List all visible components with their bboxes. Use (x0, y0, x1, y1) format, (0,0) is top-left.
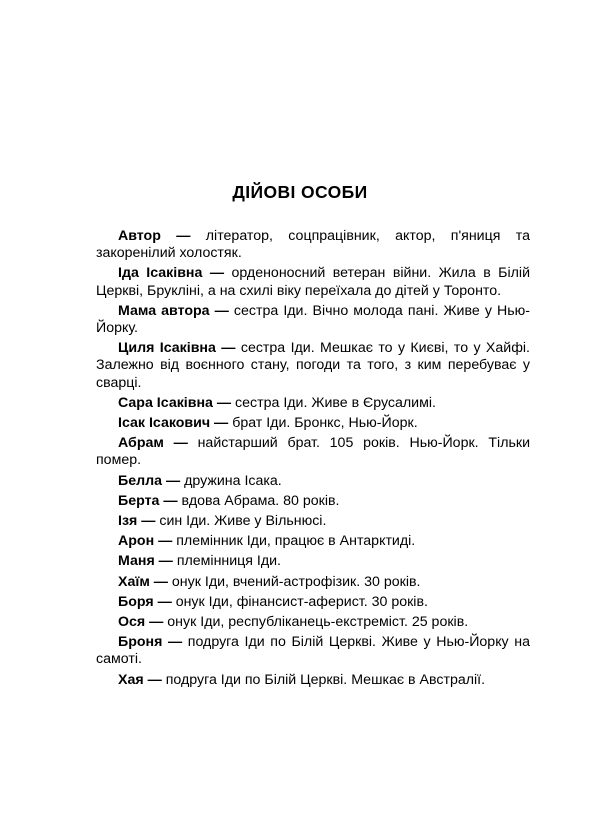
cast-entry: Хая — подруга Іди по Білій Церкві. Мешкає в Австралії. (118, 671, 486, 688)
cast-entry: Маня — племінниця Іди. (118, 553, 282, 570)
cast-entry: Автор — літератор, соцпрацівник, актор, п'яниця та закоренілий холостяк. (96, 228, 530, 262)
character-description: сестра Іди. Живе в Єрусалимі. (235, 394, 436, 411)
cast-entry: Іда Ісаківна — орденоносний ветеран війни. Жила в Білій Церкві, Брукліні, а на схилі віку переїхала до дітей у Торонто. (96, 265, 530, 299)
character-description: орденоносний ветеран війни. Жила в Білій Церкві, Брукліні, а на схилі віку переїхала до дітей у Торонто. (96, 265, 530, 299)
cast-entry: Хаїм — онук Іди, вчений-астрофізик. 30 років. (118, 573, 421, 590)
character-name: Іда Ісаківна (118, 265, 203, 282)
character-description: онук Іди, вчений-астрофізик. 30 років. (171, 573, 421, 590)
character-name: Ізя (118, 513, 138, 530)
character-description: літератор, соцпрацівник, актор, п'яниця та закоренілий холостяк. (96, 228, 530, 262)
character-description: сестра Іди. Мешкає то у Києві, то у Хайфі. Залежно від воєнного стану, погоди та того, з ким перебуває у сварці. (96, 340, 530, 391)
cast-entry: Берта — вдова Абрама. 80 років. (118, 492, 340, 509)
cast-entry: Боря — онук Іди, фінансист-аферист. 30 років. (118, 593, 428, 610)
character-description: подруга Іди по Білій Церкві. Мешкає в Австралії. (165, 671, 486, 688)
cast-entry: Ісак Ісакович — брат Іди. Бронкс, Нью-Йорк. (118, 415, 418, 432)
cast-entry: Сара Ісаківна — сестра Іди. Живе в Єрусалимі. (118, 394, 436, 411)
character-name: Мама автора (118, 302, 210, 319)
character-name: Белла (118, 472, 163, 489)
character-description: онук Іди, фінансист-аферист. 30 років. (175, 593, 428, 610)
character-name: Автор (118, 228, 161, 244)
cast-entry: Арон — племінник Іди, працює в Антарктиді. (118, 533, 416, 550)
character-name: Броня (118, 634, 163, 651)
character-description: онук Іди, республіканець-екстреміст. 25 років. (167, 614, 469, 631)
character-description: син Іди. Живе у Вільнюсі. (159, 513, 327, 530)
character-description: дружина Ісака. (184, 472, 282, 489)
cast-entry: Циля Ісаківна — сестра Іди. Мешкає то у Києві, то у Хайфі. Залежно від воєнного стану, погоди та того, з ким перебуває у сварці. (96, 340, 530, 391)
cast-entry: Ізя — син Іди. Живе у Вільнюсі. (118, 513, 327, 530)
character-description: вдова Абрама. 80 років. (181, 492, 340, 509)
character-name: Боря (118, 593, 154, 610)
character-name: Берта (118, 492, 160, 509)
character-name: Ося (118, 614, 146, 631)
character-description: подруга Іди по Білій Церкві. Живе у Нью-Йорку на самоті. (96, 634, 530, 668)
cast-entry: Мама автора — сестра Іди. Вічно молода пані. Живе у Нью-Йорку. (96, 302, 530, 337)
character-description: племінник Іди, працює в Антарктиді. (176, 533, 416, 550)
character-description: брат Іди. Бронкс, Нью-Йорк. (232, 415, 418, 432)
character-name: Хаїм (118, 573, 150, 590)
cast-entry: Ося — онук Іди, республіканець-екстреміст. 25 років. (118, 614, 469, 631)
character-name: Маня (118, 553, 155, 570)
cast-list (96, 228, 530, 692)
cast-entry: Белла — дружина Ісака. (118, 472, 282, 489)
character-name: Арон (118, 533, 155, 550)
cast-entry: Броня — подруга Іди по Білій Церкві. Живе у Нью-Йорку на самоті. (96, 634, 530, 668)
cast-entry: Абрам — найстарший брат. 105 років. Нью-Йорк. Тільки помер. (96, 435, 530, 469)
character-description: племінниця Іди. (176, 553, 282, 570)
character-name: Циля Ісаківна (118, 340, 216, 357)
character-name: Сара Ісаківна (118, 394, 213, 411)
character-name: Ісак Ісакович (118, 415, 211, 432)
page-title: ДІЙОВІ ОСОБИ (232, 182, 368, 202)
character-description: сестра Іди. Вічно молода пані. Живе у Нью-Йорку. (96, 302, 530, 337)
character-name: Абрам (118, 435, 164, 452)
character-name: Хая (118, 671, 144, 688)
character-description: найстарший брат. 105 років. Нью-Йорк. Тільки помер. (96, 435, 530, 469)
